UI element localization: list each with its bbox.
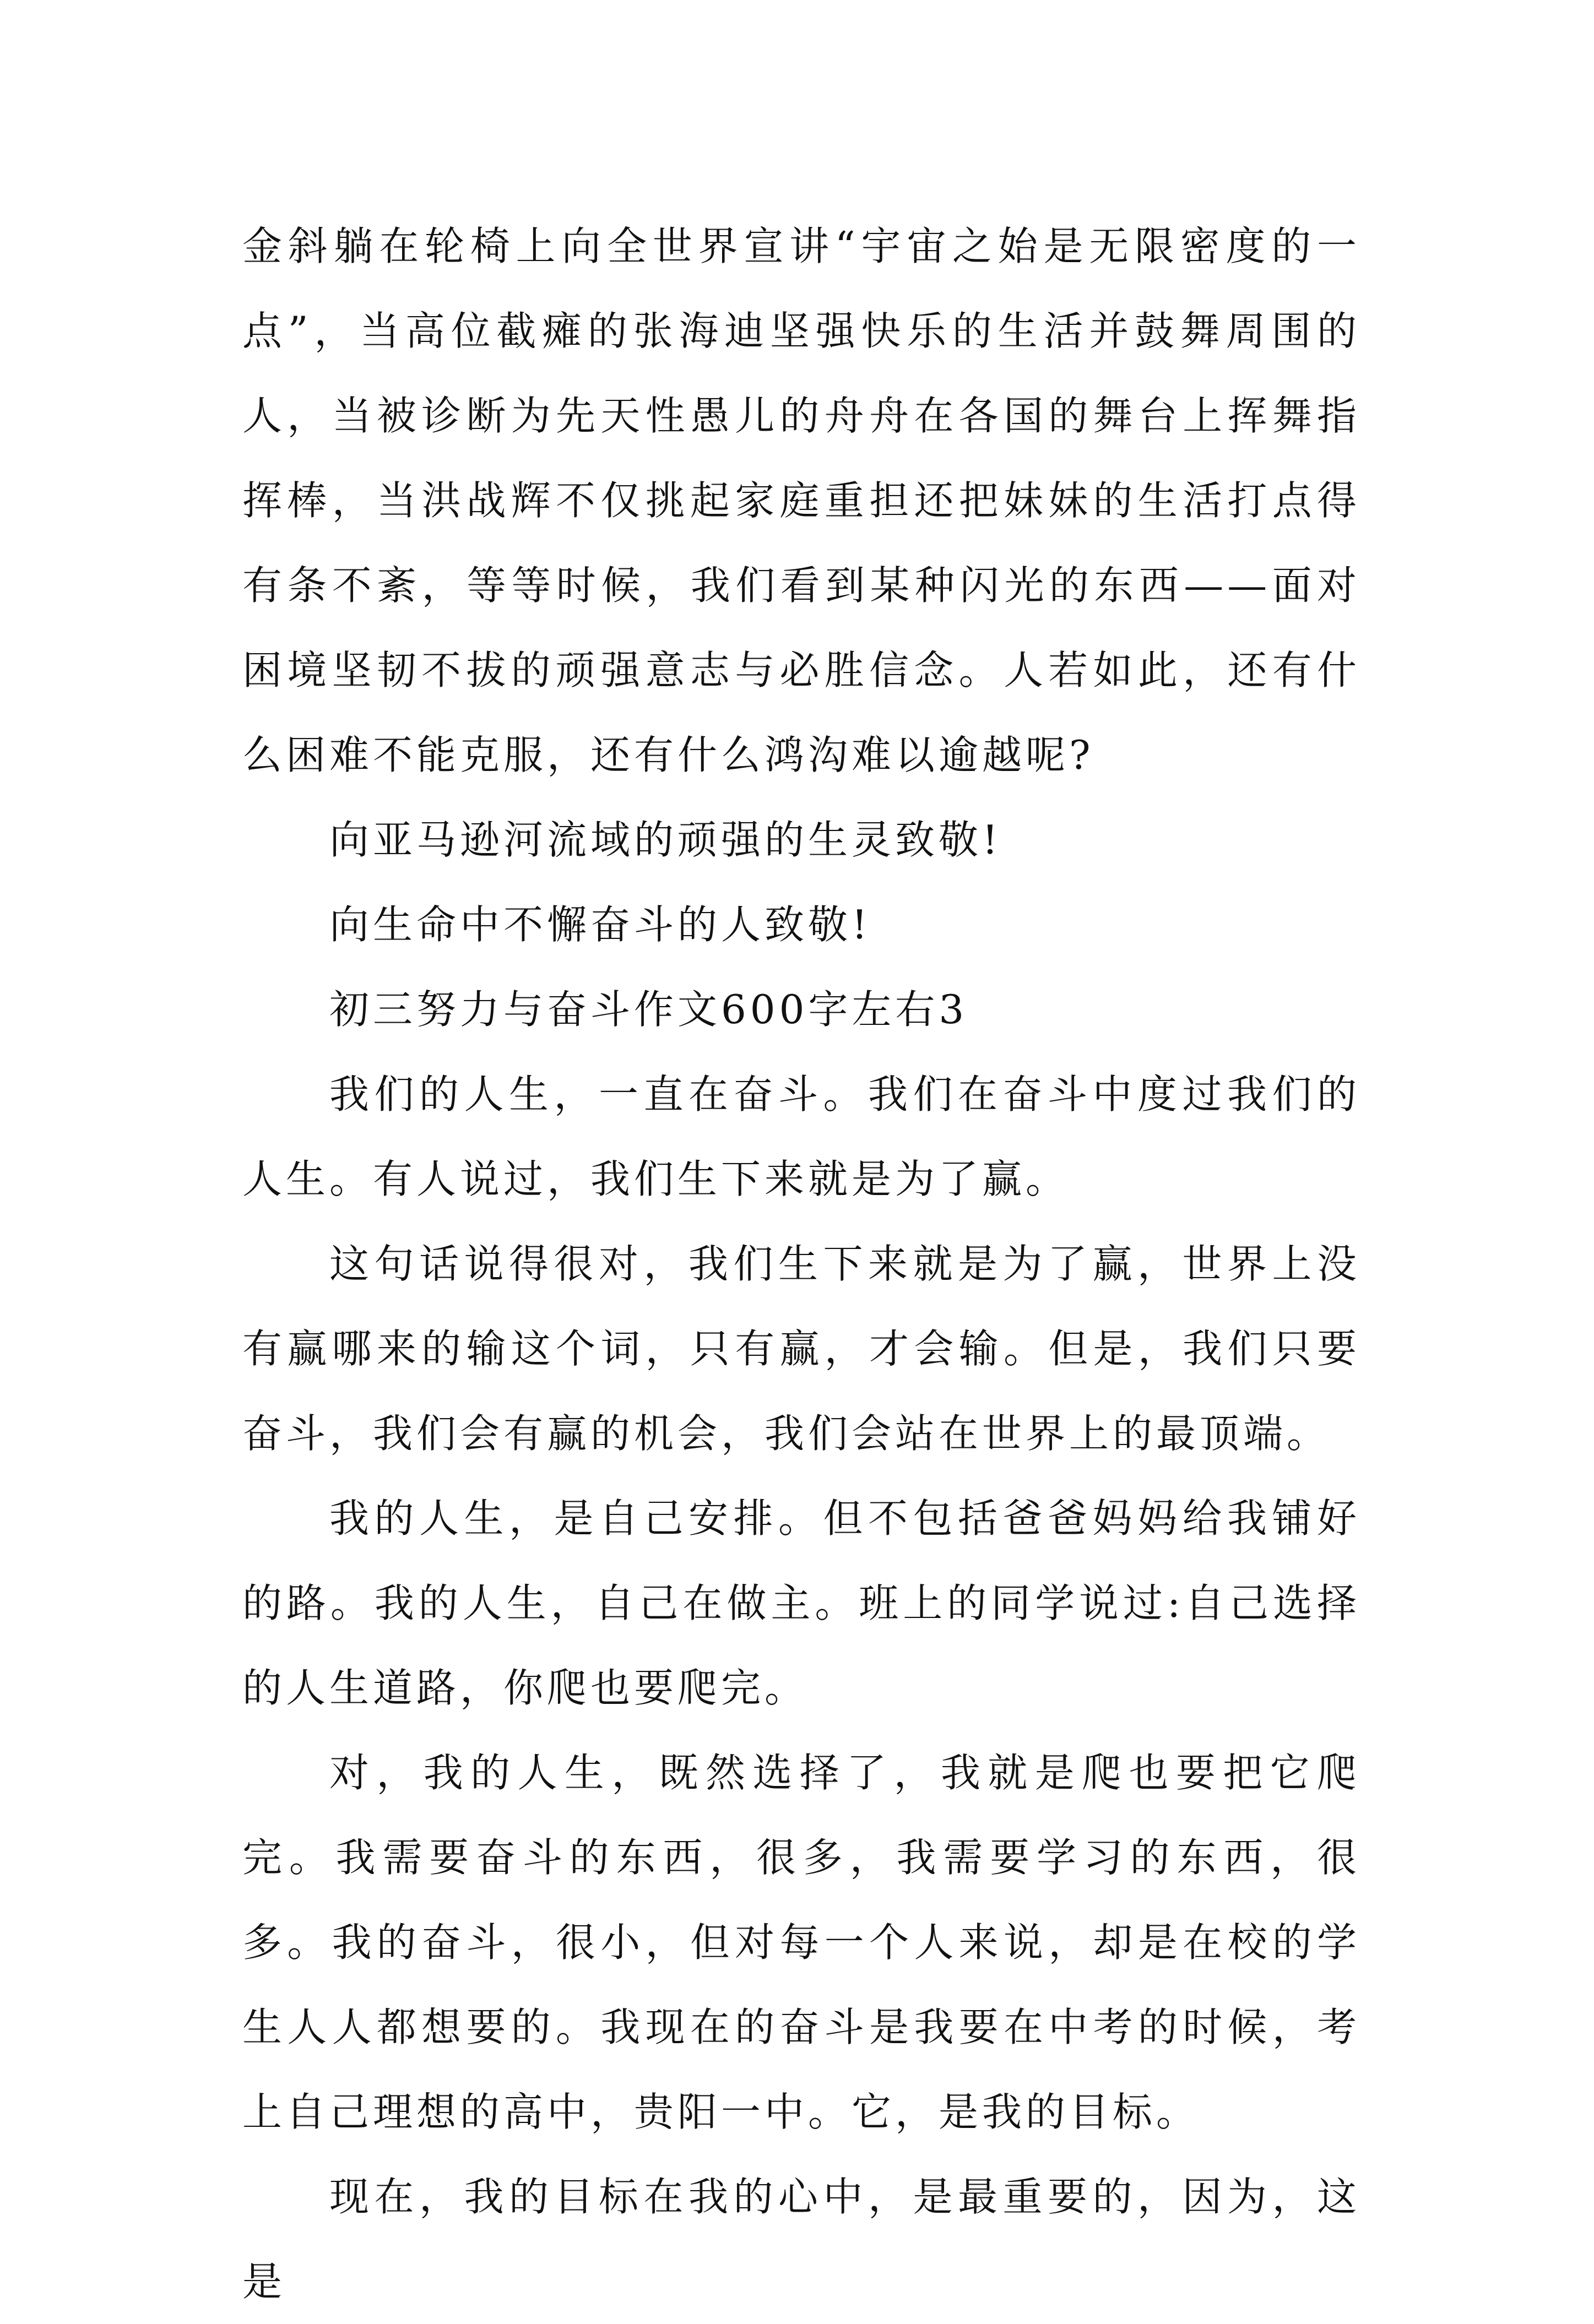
paragraph-tribute-strivers: 向生命中不懈奋斗的人致敬! bbox=[329, 902, 871, 948]
paragraph-goal: 对，我的人生，既然选择了，我就是爬也要把它爬完。我需要奋斗的东西，很多，我需要学习的东西，很多。我的奋斗，很小，但对每一个人来说，却是在校的学生人人都想要的。我现在的奋斗是我要在中考的时候，考上自己理想的高中，贵阳一中。它，是我的目标。 bbox=[242, 1750, 1360, 2135]
paragraph-own-path: 我的人生，是自己安排。但不包括爸爸妈妈给我铺好的路。我的人生，自己在做主。班上的同学说过:自己选择的人生道路，你爬也要爬完。 bbox=[242, 1495, 1360, 1711]
essay-title: 初三努力与奋斗作文600字左右3 bbox=[329, 986, 968, 1033]
document-body bbox=[242, 204, 1360, 2324]
paragraph-goal-in-heart: 现在，我的目标在我的心中，是最重要的，因为，这是 bbox=[242, 2174, 1360, 2305]
paragraph-born-to-win: 这句话说得很对，我们生下来就是为了赢，世界上没有赢哪来的输这个词，只有赢，才会输。但是，我们只要奋斗，我们会有赢的机会，我们会站在世界上的最顶端。 bbox=[242, 1241, 1360, 1457]
paragraph-continuation: 金斜躺在轮椅上向全世界宣讲“宇宙之始是无限密度的一点”，当高位截瘫的张海迪坚强快乐的生活并鼓舞周围的人，当被诊断为先天性愚儿的舟舟在各国的舞台上挥舞指挥棒，当洪战辉不仅挑起家庭重担还把妹妹的生活打点得有条不紊，等等时候，我们看到某种闪光的东西——面对困境坚韧不拔的顽强意志与必胜信念。人若如此，还有什么困难不能克服，还有什么鸿沟难以逾越呢? bbox=[242, 223, 1360, 778]
paragraph-tribute-amazon: 向亚马逊河流域的顽强的生灵致敬! bbox=[329, 817, 1002, 863]
paragraph-life-striving: 我们的人生，一直在奋斗。我们在奋斗中度过我们的人生。有人说过，我们生下来就是为了赢。 bbox=[242, 1071, 1360, 1202]
